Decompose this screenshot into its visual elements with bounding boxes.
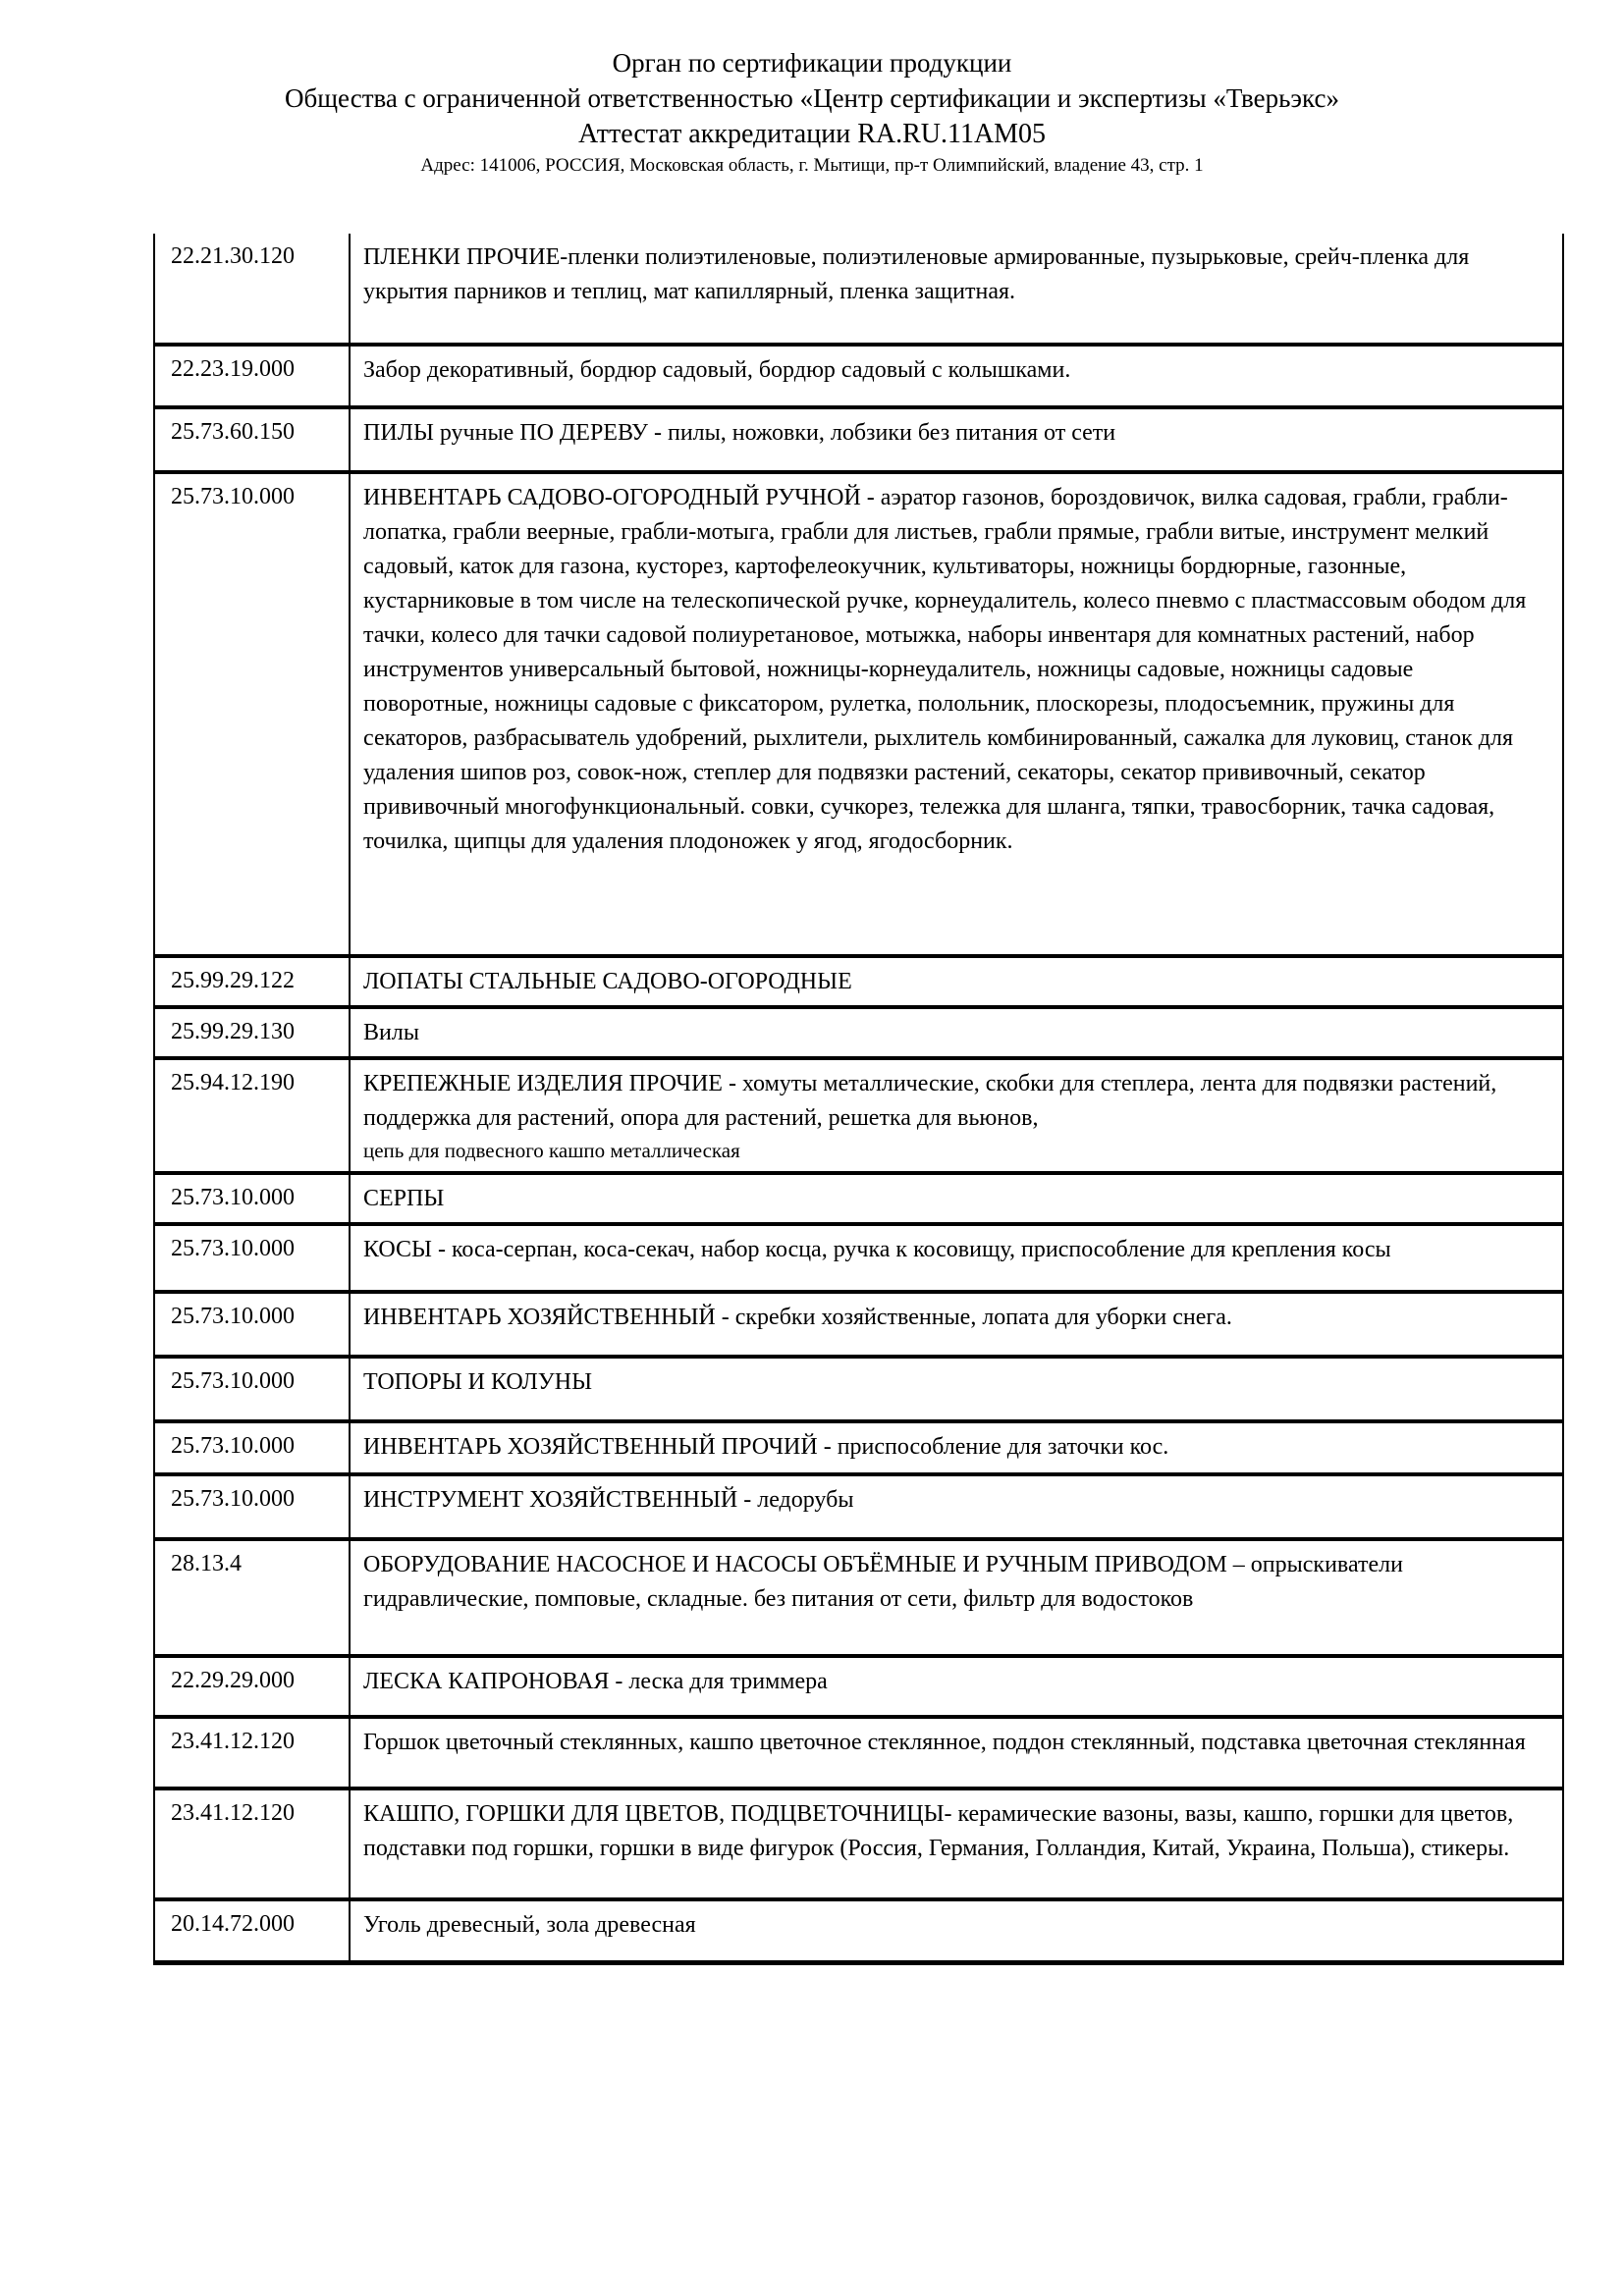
row-code-cell	[155, 474, 351, 954]
document-header	[0, 0, 1624, 180]
row-desc-text: ИНВЕНТАРЬ САДОВО-ОГОРОДНЫЙ РУЧНОЙ - аэратор газонов, бороздовичок, вилка садовая, грабли, грабли-лопатка, грабли веерные, грабли-мотыга, грабли для листьев, грабли прямые, грабли витые, инструмент мелкий садовый, каток для газона, кусторез, картофелеокучник, культиваторы, ножницы бордюрные, газонные, кустарниковые в том числе на телескопической ручке, корнеудалитель, колесо пневмо с пластмассовым ободом для тачки, колесо для тачки садовой полиуретановое, мотыжка, наборы инвентаря для комнатных растений, набор инструментов универсальный бытовой, ножницы-корнеудалитель, ножницы садовые, ножницы садовые поворотные, ножницы садовые с фиксатором, рулетка, полольник, плоскорезы, плодосъемник, пружины для секаторов, разбрасыватель удобрений, рыхлители, рыхлитель комбинированный, сажалка для луковиц, станок для удаления шипов роз, совок-нож, степлер для подвязки растений, секаторы, секатор прививочный, секатор прививочный многофункциональный. совки, сучкорез, тележка для шланга, тяпки, травосборник, тачка садовая, точилка, щипцы для удаления плодоножек у ягод, ягодосборник.	[363, 485, 1527, 854]
row-code: 23.41.12.120	[171, 1800, 295, 1826]
row-desc-cell	[351, 1719, 1562, 1787]
row-code-cell	[155, 1541, 351, 1654]
table-row	[155, 234, 1562, 347]
table-row	[155, 409, 1562, 474]
table-row	[155, 1719, 1562, 1790]
row-code-cell	[155, 1294, 351, 1355]
row-code: 23.41.12.120	[171, 1729, 295, 1754]
row-code: 25.99.29.130	[171, 1019, 295, 1044]
row-code-cell	[155, 1901, 351, 1960]
row-code: 22.23.19.000	[171, 356, 295, 382]
row-desc-cell	[351, 1541, 1562, 1654]
row-desc-text: Уголь древесный, зола древесная	[363, 1912, 696, 1938]
table-row	[155, 1294, 1562, 1359]
table-row	[155, 1359, 1562, 1423]
row-code-cell	[155, 1658, 351, 1715]
table-row	[155, 1658, 1562, 1719]
row-code-cell	[155, 958, 351, 1005]
row-desc-cell	[351, 409, 1562, 470]
row-code-cell	[155, 1009, 351, 1056]
row-code-cell	[155, 1423, 351, 1472]
row-desc-text: Вилы	[363, 1020, 419, 1045]
row-code: 25.73.10.000	[171, 1486, 295, 1512]
row-code-cell	[155, 1226, 351, 1290]
row-desc-text: ПЛЕНКИ ПРОЧИЕ-пленки полиэтиленовые, полиэтиленовые армированные, пузырьковые, срейч-пленка для укрытия парников и теплиц, мат капиллярный, пленка защитная.	[363, 244, 1470, 304]
row-desc-text: ТОПОРЫ И КОЛУНЫ	[363, 1369, 593, 1395]
row-code-cell	[155, 1790, 351, 1897]
product-table	[153, 234, 1564, 1965]
table-row	[155, 474, 1562, 958]
row-desc-cell	[351, 1359, 1562, 1419]
row-code: 25.73.60.150	[171, 419, 295, 445]
row-desc-text: ИНВЕНТАРЬ ХОЗЯЙСТВЕННЫЙ ПРОЧИЙ - приспособление для заточки кос.	[363, 1434, 1169, 1460]
row-code: 25.73.10.000	[171, 1304, 295, 1329]
row-code-cell	[155, 1175, 351, 1222]
row-desc-text: КОСЫ - коса-серпан, коса-секач, набор косца, ручка к косовищу, приспособление для крепления косы	[363, 1237, 1391, 1262]
row-desc-text: Горшок цветочный стеклянных, кашпо цветочное стеклянное, поддон стеклянный, подставка цветочная стеклянная	[363, 1730, 1526, 1755]
header-org-line: Орган по сертификации продукции	[612, 48, 1012, 78]
row-code-cell	[155, 1476, 351, 1537]
row-code: 25.99.29.122	[171, 968, 295, 993]
row-desc-cell	[351, 1901, 1562, 1960]
row-code: 28.13.4	[171, 1551, 242, 1576]
row-code-cell	[155, 1060, 351, 1171]
row-desc-text: ПИЛЫ ручные ПО ДЕРЕВУ - пилы, ножовки, лобзики без питания от сети	[363, 420, 1116, 446]
row-code-cell	[155, 347, 351, 405]
row-note: цепь для подвесного кашпо металлическая	[363, 1139, 740, 1162]
row-desc-cell	[351, 958, 1562, 1005]
row-code: 20.14.72.000	[171, 1911, 295, 1937]
table-row	[155, 1009, 1562, 1060]
row-code-cell	[155, 1359, 351, 1419]
product-table-body	[155, 234, 1562, 1960]
header-company-line: Общества с ограниченной ответственностью «Центр сертификации и экспертизы «Тверьэкс»	[285, 83, 1339, 113]
table-row	[155, 1226, 1562, 1294]
row-code-cell	[155, 1719, 351, 1787]
row-desc-cell	[351, 1294, 1562, 1355]
table-row	[155, 1175, 1562, 1226]
row-code-cell	[155, 234, 351, 343]
row-code: 25.73.10.000	[171, 1368, 295, 1394]
row-desc-text: ЛОПАТЫ СТАЛЬНЫЕ САДОВО-ОГОРОДНЫЕ	[363, 969, 852, 994]
row-code: 25.73.10.000	[171, 484, 295, 509]
table-row	[155, 958, 1562, 1009]
row-desc-cell	[351, 1476, 1562, 1537]
row-code: 25.73.10.000	[171, 1185, 295, 1210]
header-accreditation-line: Аттестат аккредитации RA.RU.11АМ05	[577, 119, 1047, 149]
row-desc-cell	[351, 347, 1562, 405]
row-desc-text: ЛЕСКА КАПРОНОВАЯ - леска для триммера	[363, 1669, 828, 1694]
table-row	[155, 1901, 1562, 1960]
row-desc-cell	[351, 1060, 1562, 1171]
header-address-line: Адрес: 141006, РОССИЯ, Московская область, г. Мытищи, пр-т Олимпийский, владение 43, стр. 1	[420, 155, 1204, 176]
table-row	[155, 1423, 1562, 1476]
row-desc-text: Забор декоративный, бордюр садовый, бордюр садовый с колышками.	[363, 357, 1071, 383]
row-desc-cell	[351, 1175, 1562, 1222]
row-desc-cell	[351, 1009, 1562, 1056]
row-code: 25.94.12.190	[171, 1070, 295, 1095]
row-desc-text: СЕРПЫ	[363, 1186, 445, 1211]
table-row	[155, 347, 1562, 409]
row-desc-cell	[351, 1423, 1562, 1472]
row-code-cell	[155, 409, 351, 470]
row-desc-text: КАШПО, ГОРШКИ ДЛЯ ЦВЕТОВ, ПОДЦВЕТОЧНИЦЫ- керамические вазоны, вазы, кашпо, горшки для цветов, подставки под горшки, горшки в виде фигурок (Россия, Германия, Голландия, Китай, Украина, Польша), стикеры.	[363, 1801, 1514, 1861]
table-row	[155, 1790, 1562, 1901]
row-desc-text: ОБОРУДОВАНИЕ НАСОСНОЕ И НАСОСЫ ОБЪЁМНЫЕ И РУЧНЫМ ПРИВОДОМ – опрыскиватели гидравлические, помповые, складные. без питания от сети, фильтр для водостоков	[363, 1552, 1403, 1612]
table-row	[155, 1476, 1562, 1541]
row-code: 25.73.10.000	[171, 1236, 295, 1261]
row-code: 22.29.29.000	[171, 1668, 295, 1693]
row-desc-cell	[351, 1790, 1562, 1897]
row-code: 25.73.10.000	[171, 1433, 295, 1459]
table-row	[155, 1060, 1562, 1175]
row-desc-text: КРЕПЕЖНЫЕ ИЗДЕЛИЯ ПРОЧИЕ - хомуты металлические, скобки для степлера, лента для подвязки растений, поддержка для растений, опора для растений, решетка для вьюнов,	[363, 1071, 1497, 1131]
row-code: 22.21.30.120	[171, 243, 295, 269]
row-desc-text: ИНВЕНТАРЬ ХОЗЯЙСТВЕННЫЙ - скребки хозяйственные, лопата для уборки снега.	[363, 1305, 1232, 1330]
table-row	[155, 1541, 1562, 1658]
row-desc-cell	[351, 1226, 1562, 1290]
row-desc-text: ИНСТРУМЕНТ ХОЗЯЙСТВЕННЫЙ - ледорубы	[363, 1487, 854, 1513]
row-desc-cell	[351, 1658, 1562, 1715]
row-desc-cell	[351, 234, 1562, 343]
row-desc-cell	[351, 474, 1562, 954]
